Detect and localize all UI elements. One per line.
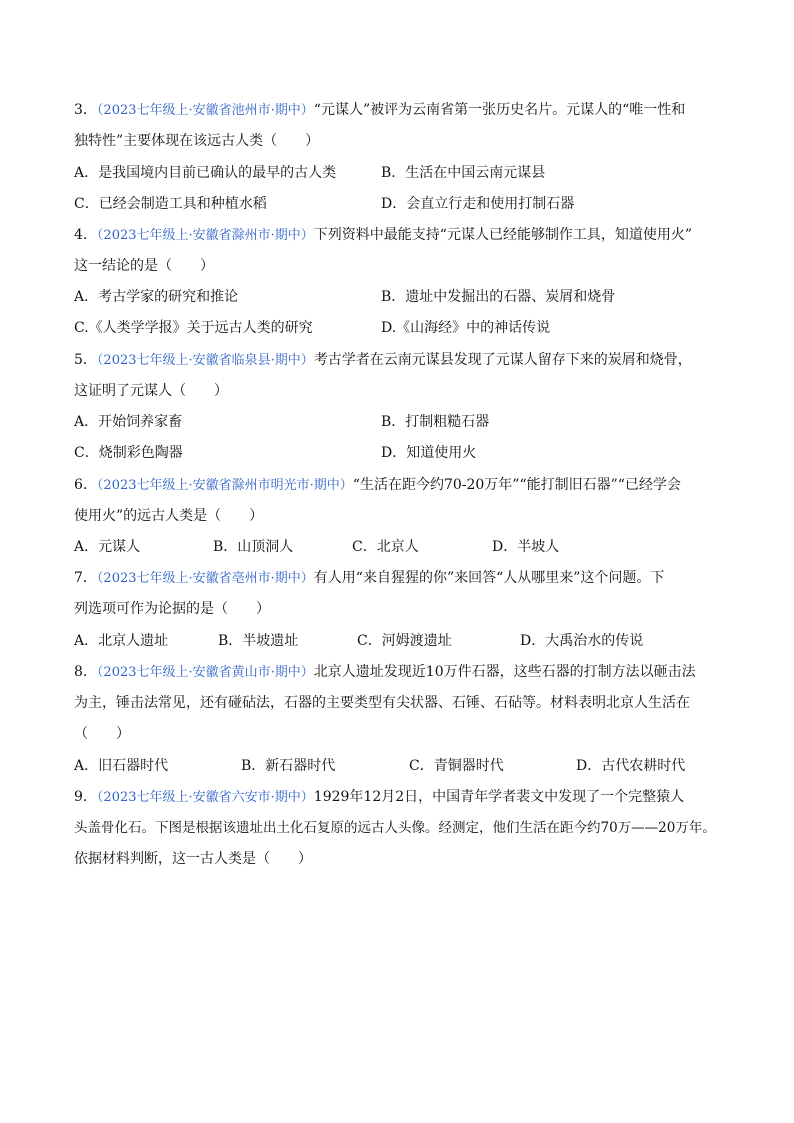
question-6-option-b: B．山顶洞人 [213, 539, 294, 555]
question-7-source: （2023七年级上·安徽省亳州市·期中） [96, 571, 314, 586]
question-9-source: （2023七年级上·安徽省六安市·期中） [96, 790, 314, 805]
question-8-source: （2023七年级上·安徽省黄山市·期中） [96, 665, 314, 680]
question-4-option-a: A．考古学家的研究和推论 [74, 289, 239, 305]
question-7-option-d: D．大禹治水的传说 [520, 633, 644, 649]
question-8-line-1 [74, 662, 734, 682]
question-8-option-d: D．古代农耕时代 [576, 758, 686, 774]
question-4-line-1 [74, 225, 734, 245]
question-8-line-3: （ ） [74, 726, 130, 742]
question-5-line-1 [74, 350, 734, 370]
question-8-line-2: 为主，锤击法常见，还有碰砧法，石器的主要类型有尖状器、石锤、石砧等。材料表明北京人生活在 [74, 695, 690, 711]
question-6-option-c: C．北京人 [352, 539, 419, 555]
question-5-number: 5． [74, 352, 97, 368]
question-8-text: 北京人遗址发现近10万件石器，这些石器的打制方法以砸击法 [313, 664, 696, 680]
question-8-number: 8． [74, 664, 97, 680]
question-4-source: （2023七年级上·安徽省滁州市·期中） [96, 228, 314, 243]
question-3-option-c: C．已经会制造工具和种植水稻 [74, 196, 267, 212]
question-7-option-c: C．河姆渡遗址 [357, 633, 452, 649]
question-3-option-a: A．是我国境内目前已确认的最早的古人类 [74, 165, 337, 181]
question-3-number: 3． [74, 102, 97, 118]
question-6-text: “生活在距今约70-20万年”“能打制旧石器”“已经学会 [352, 477, 681, 493]
question-8-option-a: A．旧石器时代 [74, 758, 169, 774]
question-3-option-b: B．生活在中国云南元谋县 [381, 165, 546, 181]
question-6-source: （2023七年级上·安徽省滁州市明光市·期中） [96, 478, 353, 493]
question-6-line-2: 使用火”的远古人类是（ ） [74, 508, 264, 524]
question-6-option-a: A．元谋人 [74, 539, 141, 555]
question-5-text: 考古学者在云南元谋县发现了元谋人留存下来的炭屑和烧骨， [313, 352, 692, 368]
question-3-source: （2023七年级上·安徽省池州市·期中） [96, 103, 314, 118]
question-4-line-2: 这一结论的是（ ） [74, 258, 214, 274]
question-6-number: 6． [74, 477, 97, 493]
question-3-text: “元谋人”被评为云南省第一张历史名片。元谋人的“唯一性和 [313, 102, 686, 118]
question-8-option-c: C．青铜器时代 [409, 758, 504, 774]
question-9-line-2: 头盖骨化石。下图是根据该遗址出土化石复原的远古人头像。经测定，他们生活在距今约70万——20万年。 [74, 820, 716, 836]
question-7-text: 有人用“来自猩猩的你”来回答“人从哪里来”这个问题。下 [313, 570, 665, 586]
question-5-option-b: B．打制粗糙石器 [381, 414, 490, 430]
question-4-option-d: D.《山海经》中的神话传说 [381, 320, 551, 336]
question-6-line-1 [74, 475, 734, 495]
question-7-line-2: 列选项可作为论据的是（ ） [74, 601, 270, 617]
question-5-option-d: D．知道使用火 [381, 445, 477, 461]
question-9-number: 9． [74, 789, 97, 805]
question-5-source: （2023七年级上·安徽省临泉县·期中） [96, 353, 314, 368]
question-9-text: 1929年12月2日，中国青年学者裴文中发现了一个完整猿人 [313, 789, 685, 805]
question-5-line-2: 这证明了元谋人（ ） [74, 383, 228, 399]
question-4-number: 4． [74, 227, 97, 243]
question-4-option-c: C.《人类学学报》关于远古人类的研究 [74, 320, 313, 336]
question-5-option-a: A．开始饲养家畜 [74, 414, 183, 430]
question-9-line-1 [74, 787, 734, 807]
question-7-line-1 [74, 568, 734, 588]
question-8-option-b: B．新石器时代 [241, 758, 336, 774]
question-5-option-c: C．烧制彩色陶器 [74, 445, 183, 461]
question-7-option-b: B．半坡遗址 [218, 633, 299, 649]
question-4-option-b: B．遗址中发掘出的石器、炭屑和烧骨 [381, 289, 616, 305]
question-4-text: 下列资料中最能支持“元谋人已经能够制作工具，知道使用火” [313, 227, 693, 243]
question-9-line-3: 依据材料判断，这一古人类是（ ） [74, 851, 312, 867]
question-3-line-2: 独特性”主要体现在该远古人类（ ） [74, 133, 320, 149]
question-7-number: 7． [74, 570, 97, 586]
question-3-option-d: D．会直立行走和使用打制石器 [381, 196, 575, 212]
question-7-option-a: A．北京人遗址 [74, 633, 169, 649]
question-6-option-d: D．半坡人 [492, 539, 560, 555]
question-3-line-1 [74, 100, 734, 120]
